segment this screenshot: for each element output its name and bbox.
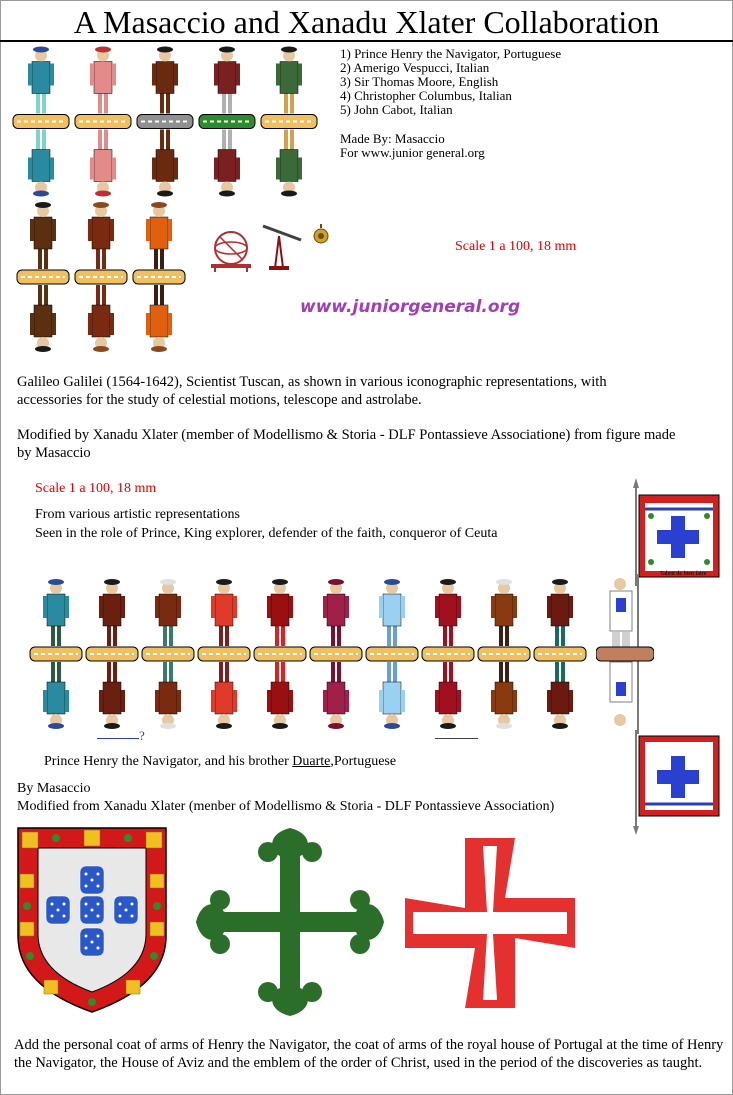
- coat-of-arms-portugal: [16, 826, 168, 1014]
- telescope-icon: [263, 226, 301, 270]
- figure-henry-c: [142, 579, 194, 729]
- figure-vespucci: [75, 47, 131, 197]
- for-site: For www.junior general.org: [340, 145, 485, 160]
- figure-duarte-d: [534, 579, 586, 729]
- banner-henry-bottom: [625, 730, 725, 835]
- figure-galileo-2: [75, 202, 127, 352]
- scale-label-2: Scale 1 a 100, 18 mm: [35, 481, 157, 496]
- footer-text: Add the personal coat of arms of Henry the Navigator, the coat of arms of the royal house of Portugal at the time of Henry the Navigator, the House of Aviz and the emblem of the order of Christ, used in the period of the discoveries as taught.: [14, 1037, 724, 1071]
- scale-label-1: Scale 1 a 100, 18 mm: [455, 239, 577, 254]
- galileo-description: Galileo Galilei (1564-1642), Scientist Tuscan, as shown in various iconographic representations, with accessories for the study of celestial motions, telescope and astrolabe.: [17, 374, 607, 408]
- question-mark: ?: [139, 728, 145, 743]
- list-item: 4) Christopher Columbus, Italian: [340, 88, 512, 103]
- caption-duarte-link[interactable]: Duarte: [292, 754, 331, 769]
- figure-cabot: [261, 47, 317, 197]
- astronomy-instruments: [205, 218, 335, 276]
- figure-duarte-b: [422, 579, 474, 729]
- figure-henry: [13, 47, 69, 197]
- figure-henry-b: [86, 579, 138, 729]
- list-item: 1) Prince Henry the Navigator, Portuguese: [340, 46, 562, 61]
- figure-duarte-a: [366, 579, 418, 729]
- standard-bearer-figure: [596, 574, 654, 734]
- by-masaccio: By Masaccio: [17, 781, 91, 796]
- astrolabe-icon: [314, 224, 328, 243]
- caption-prefix: Prince Henry the Navigator, and his brother: [44, 754, 293, 769]
- watermark-url: www.juniorgeneral.org: [300, 297, 521, 317]
- figure-strip: [10, 44, 330, 199]
- figure-henry-d: [198, 579, 250, 729]
- label-line: [97, 738, 139, 739]
- figure-strip: [14, 202, 198, 352]
- seen-role: Seen in the role of Prince, King explorer, defender of the faith, conqueror of Ceuta: [35, 526, 498, 541]
- banner-henry-top: [625, 478, 725, 586]
- figure-moore: [137, 47, 193, 197]
- banner-caption: Talent de bien faire: [660, 571, 707, 577]
- cross-of-order-of-christ: [405, 838, 575, 1008]
- armillary-sphere-icon: [211, 232, 251, 272]
- figure-galileo-3: [133, 202, 185, 352]
- from-various: From various artistic representations: [35, 507, 240, 522]
- figures-row-explorers: [10, 44, 330, 199]
- caption-suffix: ,Portuguese: [330, 754, 397, 769]
- list-item: 5) John Cabot, Italian: [340, 102, 453, 117]
- figure-strip: [28, 574, 598, 734]
- title-divider: [0, 40, 733, 42]
- list-item: 2) Amerigo Vespucci, Italian: [340, 60, 490, 75]
- figure-henry-f: [310, 579, 362, 729]
- label-line: [435, 738, 478, 739]
- figures-row-henry-duarte: [28, 574, 598, 734]
- made-by: Made By: Masaccio: [340, 131, 445, 146]
- figure-columbus: [199, 47, 255, 197]
- figure-duarte-c: [478, 579, 530, 729]
- figure-henry-a: [30, 579, 82, 729]
- explorer-list: [340, 47, 561, 117]
- figure-galileo-1: [17, 202, 69, 352]
- page-title: A Masaccio and Xanadu Xlater Collaboration: [73, 4, 660, 40]
- henry-caption: [44, 754, 396, 770]
- modified-note-1: Modified by Xanadu Xlater (member of Modellismo & Storia - DLF Pontassieve Associatione) from figure made by Masaccio: [17, 427, 676, 461]
- modified-note-2: Modified from Xanadu Xlater (menber of Modellismo & Storia - DLF Pontassieve Association): [17, 799, 555, 814]
- figure-henry-e: [254, 579, 306, 729]
- cross-of-aviz: [196, 828, 384, 1016]
- figures-row-galileo: [14, 202, 204, 352]
- list-item: 3) Sir Thomas Moore, English: [340, 74, 499, 89]
